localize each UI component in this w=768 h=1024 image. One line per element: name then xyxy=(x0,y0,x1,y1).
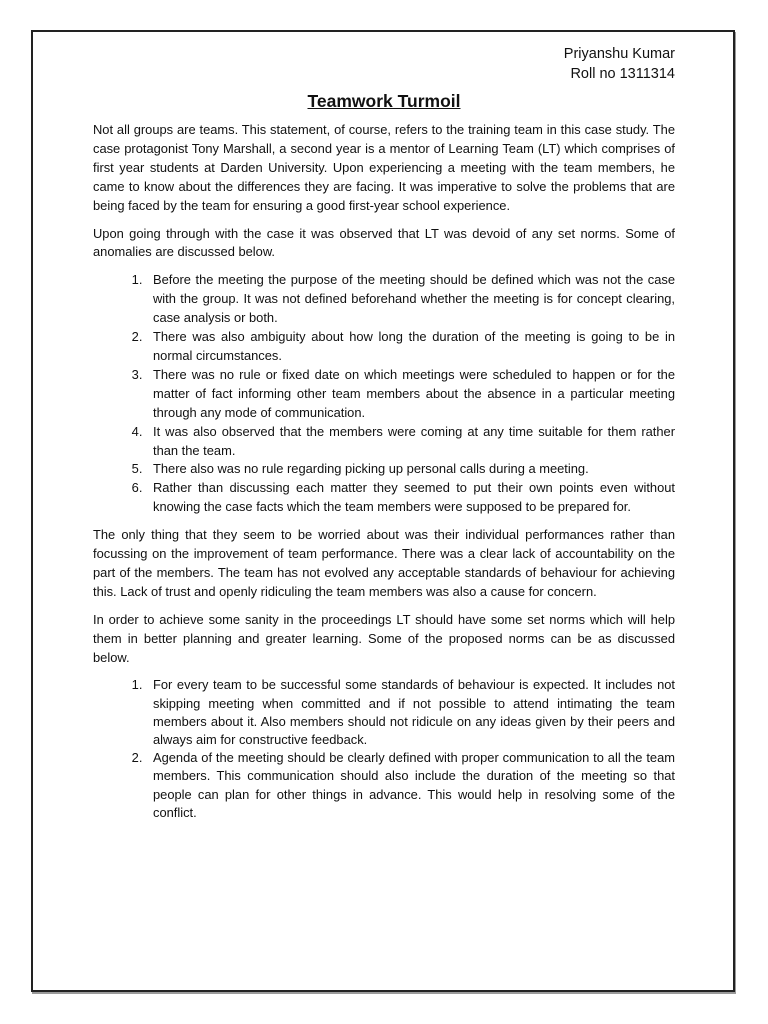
author-block xyxy=(93,44,675,84)
list-item: 1. For every team to be successful some standards of behaviour is expected. It includes not skipping meeting when committed and if not possible to attend intimating the team members about it. Also members should not ridicule on any ideas given by their peers and always aim for constructive feedback. xyxy=(146,676,675,749)
list-item: 1. Before the meeting the purpose of the meeting should be defined which was not the case with the group. It was not defined beforehand whether the meeting is for concept clearing, case analysis or both. xyxy=(146,271,675,328)
list-item: 2. Agenda of the meeting should be clearly defined with proper communication to all the team members. This communication should also include the duration of the meeting so that people can plan for other things in advance. This would help in resolving some of the conflict. xyxy=(146,749,675,822)
list-item: 5. There also was no rule regarding picking up personal calls during a meeting. xyxy=(146,460,675,479)
document-body xyxy=(93,44,675,831)
list-item: 3. There was no rule or fixed date on which meetings were scheduled to happen or for the matter of fact informing other team members about the absence in a particular meeting through any mode of communication. xyxy=(146,366,675,423)
proposed-norms-list xyxy=(93,676,675,822)
author-name: Priyanshu Kumar xyxy=(563,46,675,62)
roll-number: Roll no 1311314 xyxy=(570,66,675,82)
list-item: 6. Rather than discussing each matter they seemed to put their own points even without knowing the case facts which the team members were supposed to be prepared for. xyxy=(146,479,675,517)
anomalies-intro-paragraph: Upon going through with the case it was observed that LT was devoid of any set norms. Some of anomalies are discussed below. xyxy=(93,225,675,260)
list-item: 4. It was also observed that the members were coming at any time suitable for them rather than the team. xyxy=(146,423,675,461)
norms-intro-paragraph: In order to achieve some sanity in the proceedings LT should have some set norms which will help them in better planning and greater learning. Some of the proposed norms can be as discussed below. xyxy=(93,611,675,665)
document-title: Teamwork Turmoil xyxy=(307,91,461,111)
performance-paragraph: The only thing that they seem to be worried about was their individual performances rather than focussing on the improvement of team performance. There was a clear lack of accountability on the part of the members. The team has not evolved any acceptable standards of behaviour for achieving this. Lack of trust and openly ridiculing the team members was also a cause for concern. xyxy=(93,527,675,599)
anomalies-list xyxy=(93,271,675,517)
list-item: 2. There was also ambiguity about how long the duration of the meeting is going to be in normal circumstances. xyxy=(146,328,675,366)
intro-paragraph: Not all groups are teams. This statement, of course, refers to the training team in this case study. The case protagonist Tony Marshall, a second year is a mentor of Learning Team (LT) which comprises of first year students at Darden University. Upon experiencing a meeting with the team members, he came to know about the differences they are facing. It was imperative to solve the problems that are being faced by the team for ensuring a good first-year school experience. xyxy=(93,122,675,213)
